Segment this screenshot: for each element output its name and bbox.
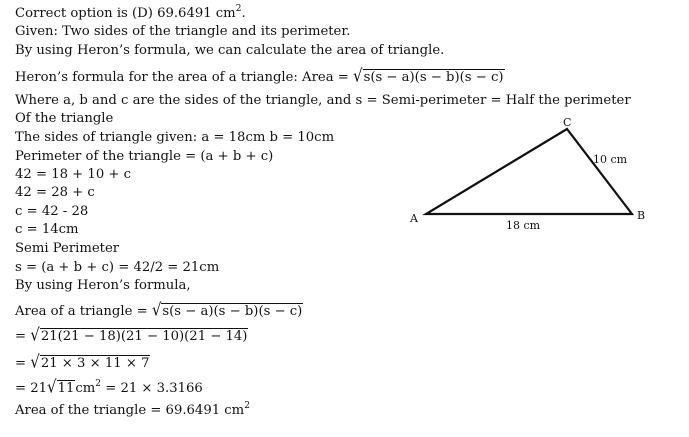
sub3-sqrt: √11 xyxy=(47,376,75,398)
given-line: Given: Two sides of the triangle and its perimeter. xyxy=(15,24,351,39)
substitution-line-2: = √21 × 3 × 11 × 7 xyxy=(15,351,150,373)
vertex-b-label: B xyxy=(637,209,646,222)
side-ab-label: 18 cm xyxy=(506,219,541,232)
substitution-line-1: = √21(21 − 18)(21 − 10)(21 − 14) xyxy=(15,324,248,346)
by-heron-line: By using Heron’s formula, xyxy=(15,278,191,293)
area-sqrt: √s(s − a)(s − b)(s − c) xyxy=(151,299,303,321)
triangle-diagram xyxy=(400,110,660,235)
triangle-shape xyxy=(426,129,632,214)
sub1-sqrt: √21(21 − 18)(21 − 10)(21 − 14) xyxy=(30,324,248,346)
heron-sqrt: √s(s − a)(s − b)(s − c) xyxy=(353,65,504,87)
method-line: By using Heron’s formula, we can calculate the area of triangle. xyxy=(15,43,445,58)
step1-line: 42 = 18 + 10 + c xyxy=(15,167,132,182)
substitution-line-3: = $21√11cm^2 = 21 \times 3.3166$ xyxy=(15,376,203,398)
sides-given-line: The sides of triangle given: a = 18cm b = 10cm xyxy=(15,130,335,145)
sub2-sqrt: √21 × 3 × 11 × 7 xyxy=(30,351,150,373)
where-line: Where a, b and c are the sides of the triangle, and s = Semi-perimeter = Half the perimeter xyxy=(15,93,631,108)
final-area-line: Area of the triangle = 69.6491 $cm^2$ xyxy=(15,401,250,418)
side-bc-label: 10 cm xyxy=(593,153,628,166)
vertex-c-label: C xyxy=(563,116,572,129)
of-triangle-line: Of the triangle xyxy=(15,111,114,126)
semi-perimeter-label: Semi Perimeter xyxy=(15,241,120,256)
semi-perimeter-value: s = (a + b + c) = 42/2 = 21cm xyxy=(15,260,220,275)
correct-option-line: Correct option is (D) 69.6491 $cm^2$. xyxy=(15,4,246,21)
perimeter-line: Perimeter of the triangle = (a + b + c) xyxy=(15,149,274,164)
step2-line: 42 = 28 + c xyxy=(15,185,95,200)
heron-formula-line: Heron’s formula for the area of a triangle: Area = √s(s − a)(s − b)(s − c) xyxy=(15,65,504,87)
area-formula-line: Area of a triangle = √s(s − a)(s − b)(s − c) xyxy=(15,299,303,321)
vertex-a-label: A xyxy=(410,212,418,225)
step4-line: c = 14cm xyxy=(15,222,79,237)
step3-line: c = 42 - 28 xyxy=(15,204,89,219)
